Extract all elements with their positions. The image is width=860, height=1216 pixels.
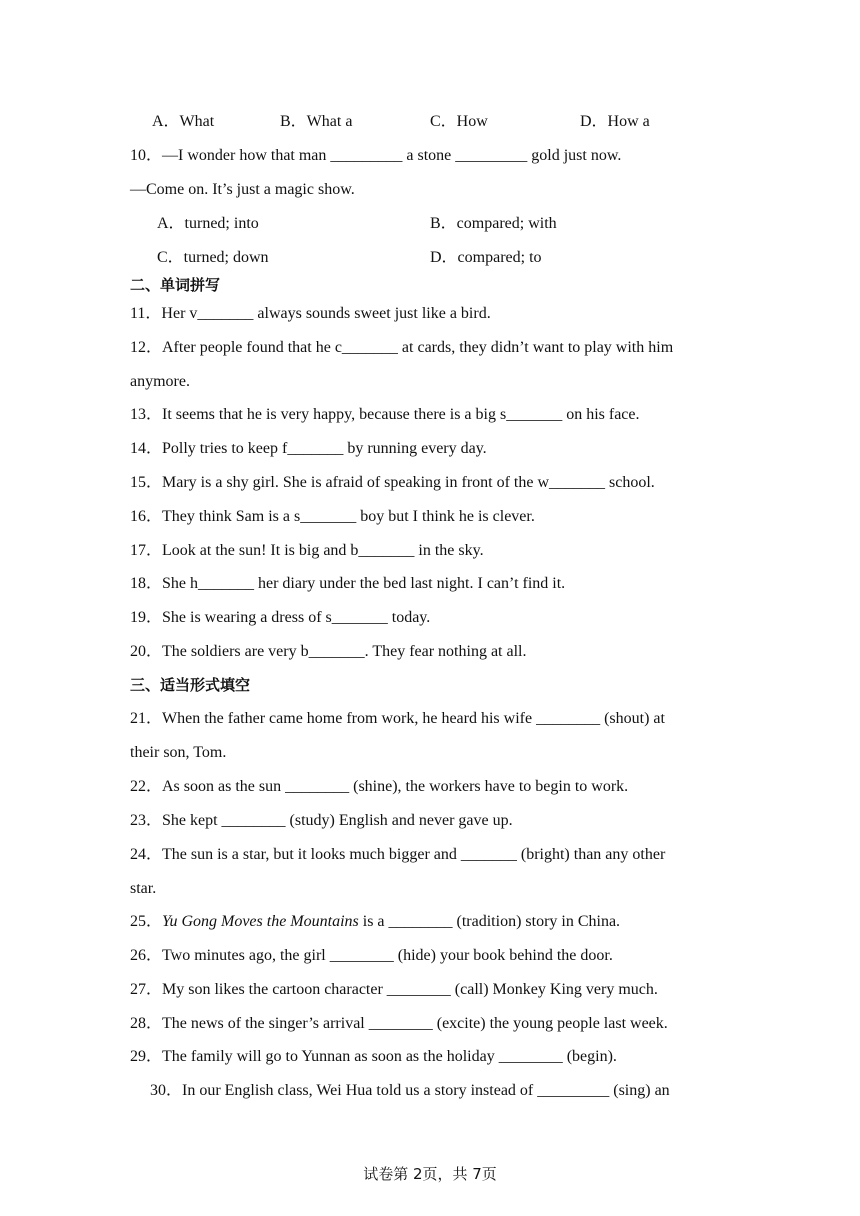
q29: 29．The family will go to Yunnan as soon as the holiday ________ (begin). — [130, 1048, 617, 1065]
q21: 21．When the father came home from work, he heard his wife ________ (shout) at — [130, 710, 665, 727]
q20: 20．The soldiers are very b_______. They fear nothing at all. — [130, 643, 527, 660]
q17: 17．Look at the sun! It is big and b_______ in the sky. — [130, 542, 484, 559]
q10-option-a: A．turned; into — [157, 215, 259, 232]
q10-stem: 10．—I wonder how that man _________ a stone _________ gold just now. — [130, 147, 622, 164]
q21-continued: their son, Tom. — [130, 744, 227, 761]
q15: 15．Mary is a shy girl. She is afraid of speaking in front of the w_______ school. — [130, 474, 655, 491]
page-footer: 试卷第 2页，共 7页 — [363, 1165, 497, 1183]
q23: 23．She kept ________ (study) English and never gave up. — [130, 812, 513, 829]
q10-option-d: D．compared; to — [430, 249, 542, 266]
q10-option-b: B．compared; with — [430, 215, 557, 232]
q9-option-a: A．What — [152, 113, 215, 130]
q19: 19．She is wearing a dress of s_______ today. — [130, 609, 431, 626]
q9-option-b: B．What a — [280, 113, 353, 130]
section-2-title: 二、单词拼写 — [130, 276, 221, 294]
q26: 26．Two minutes ago, the girl ________ (hide) your book behind the door. — [130, 947, 613, 964]
q24-continued: star. — [130, 880, 157, 897]
q24: 24．The sun is a star, but it looks much bigger and _______ (bright) than any other — [130, 846, 666, 863]
q18: 18．She h_______ her diary under the bed last night. I can’t find it. — [130, 575, 566, 592]
section-3-title: 三、适当形式填空 — [130, 676, 251, 694]
q28: 28．The news of the singer’s arrival ________ (excite) the young people last week. — [130, 1015, 668, 1032]
q25-story-title: Yu Gong Moves the Mountains — [162, 913, 359, 930]
q22: 22．As soon as the sun ________ (shine), the workers have to begin to work. — [130, 778, 629, 795]
q10-reply: —Come on. It’s just a magic show. — [130, 181, 355, 198]
q12: 12．After people found that he c_______ at cards, they didn’t want to play with him — [130, 339, 674, 356]
q25-rest: is a ________ (tradition) story in China. — [358, 913, 621, 930]
q9-option-c: C．How — [430, 113, 488, 130]
q25-number: 25． — [130, 913, 163, 930]
q11: 11．Her v_______ always sounds sweet just like a bird. — [130, 305, 491, 322]
q27: 27．My son likes the cartoon character ________ (call) Monkey King very much. — [130, 981, 658, 998]
q30: 30．In our English class, Wei Hua told us a story instead of _________ (sing) an — [150, 1082, 670, 1099]
q9-option-d: D．How a — [580, 113, 650, 130]
q13: 13．It seems that he is very happy, because there is a big s_______ on his face. — [130, 406, 640, 423]
q14: 14．Polly tries to keep f_______ by running every day. — [130, 440, 487, 457]
q25 — [130, 912, 620, 932]
q12-continued: anymore. — [130, 373, 190, 390]
q10-option-c: C．turned; down — [157, 249, 269, 266]
q16: 16．They think Sam is a s_______ boy but I think he is clever. — [130, 508, 535, 525]
